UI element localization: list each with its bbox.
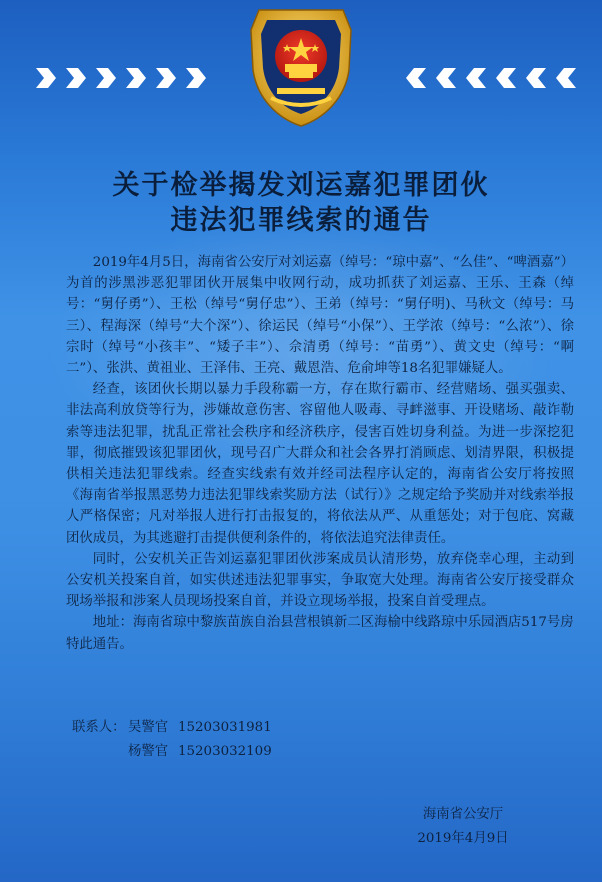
- wing-chevron-icon: [94, 66, 118, 90]
- contact-name: 杨警官: [128, 744, 169, 759]
- notice-body: [66, 252, 574, 655]
- paragraph-arrests: 2019年4月5日，海南省公安厅对刘运嘉（绰号：“琼中嘉”、“么佳”、“啤酒嘉”）为首的涉黑涉恶犯罪团伙开展集中收网行动，成功抓获了刘运嘉、王乐、王森（绰号：“舅仔勇”）、王松（绰号“舅仔忠”）、王弟（绰号：“舅仔明)、马秋文（绰号：马三）、程海深（绰号“大个深”）、徐运民（绰号“小保”）、王学浓（绰号：“么浓”）、徐宗时（绰号“小孩丰”、“矮子丰”）、佘清勇（绰号：“苗勇”）、黄文史（绰号：“啊二”）、张洪、黄祖业、王泽伟、王亮、戴恩浩、危俞坤等18名犯罪嫌疑人。: [66, 255, 574, 377]
- contact-row: [72, 716, 272, 740]
- wing-chevron-icon: [434, 66, 458, 90]
- notice-title-line1: 关于检举揭发刘运嘉犯罪团伙: [112, 170, 490, 201]
- paragraph-surrender: 同时，公安机关正告刘运嘉犯罪团伙涉案成员认清形势，放弃侥幸心理，主动到公安机关投案自首，如实供述违法犯罪事实，争取宽大处理。海南省公安厅接受群众现场举报和涉案人员现场投案自首，并设立现场举报，投案自首受理点。: [66, 551, 574, 610]
- notice-title-line2: 违法犯罪线索的通告: [170, 205, 432, 236]
- wing-chevron-icon: [404, 66, 428, 90]
- issue-date: 2019年4月9日: [417, 831, 509, 846]
- wing-chevron-icon: [554, 66, 578, 90]
- left-wing-decoration: [34, 66, 208, 90]
- wing-chevron-icon: [464, 66, 488, 90]
- wing-chevron-icon: [184, 66, 208, 90]
- wing-chevron-icon: [124, 66, 148, 90]
- wing-chevron-icon: [64, 66, 88, 90]
- signature-block: [400, 803, 526, 851]
- police-emblem-icon: [241, 0, 361, 130]
- contact-row: [72, 740, 272, 764]
- wing-chevron-icon: [34, 66, 58, 90]
- contact-phone: 15203031981: [178, 720, 272, 735]
- contact-phone: 15203032109: [178, 744, 272, 759]
- closing-text: 特此通告。: [66, 636, 133, 652]
- contact-label: 联系人：: [72, 720, 126, 735]
- wing-chevron-icon: [494, 66, 518, 90]
- paragraph-investigation: 经查，该团伙长期以暴力手段称霸一方，存在欺行霸市、经营赌场、强买强卖、非法高利放贷等行为，涉嫌故意伤害、容留他人吸毒、寻衅滋事、开设赌场、敲诈勒索等违法犯罪，扰乱正常社会秩序和经济秩序，侵害百姓切身利益。为进一步深挖犯罪，彻底摧毁该犯罪团伙，现号召广大群众和社会各界打消顾虑、划清界限，积极提供相关违法犯罪线索。经查实线索有效并经司法程序认定的，海南省公安厅将按照《海南省举报黑恶势力违法犯罪线索奖励方法（试行）》之规定给予奖励并对线索举报人严格保密；凡对举报人进行打击报复的，将依法从严、从重惩处；对于包庇、窝藏团伙成员，为其逃避打击提供便利条件的，将依法追究法律责任。: [66, 382, 574, 546]
- wing-chevron-icon: [524, 66, 548, 90]
- contact-name: 吴警官: [128, 720, 169, 735]
- contact-block: [72, 716, 272, 764]
- issuer-name: 海南省公安厅: [422, 807, 504, 822]
- right-wing-decoration: [404, 66, 578, 90]
- wing-chevron-icon: [154, 66, 178, 90]
- contact-label-spacer: [72, 740, 128, 764]
- paragraph-address: 地址：海南省琼中黎族苗族自治县营根镇新二区海榆中线路琼中乐园酒店517号房: [92, 615, 574, 631]
